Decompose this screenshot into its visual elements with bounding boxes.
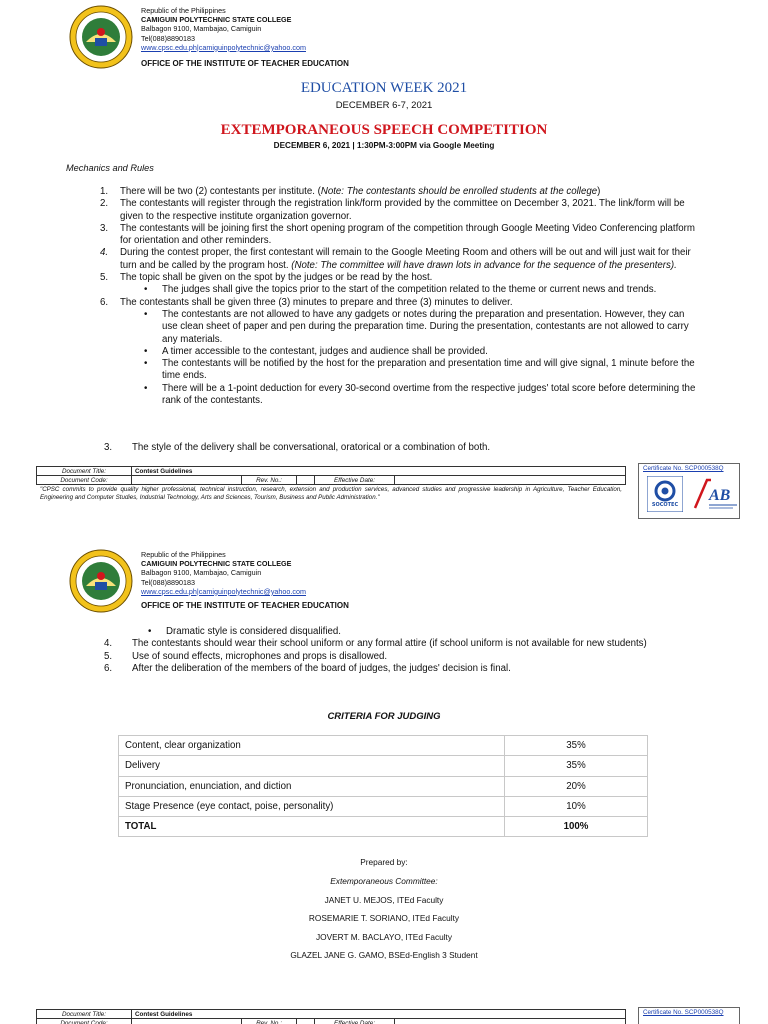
bullet-item: • A timer accessible to the contestant, judges and audience shall be provided. — [144, 345, 488, 357]
competition-title: EXTEMPORANEOUS SPEECH COMPETITION — [220, 122, 548, 138]
header-text: Republic of the Philippines CAMIGUIN POLYTECHNIC STATE COLLEGE Balbagon 9100, Mambajao, Camiguin Tel(088)8890183 www.cpsc.edu.ph|camiguinpolytechnic@yahoo.com — [141, 550, 306, 596]
rule-item: 4. During the contest proper, the first contestant will remain to the Google Meeting Room and others will be out and will just wait for their turn and be called by the program host. (Note: The committee will have drawn lots in advance for the sequence of the presenters). — [100, 247, 691, 271]
certification-box — [638, 463, 740, 519]
bullet-icon: • — [144, 358, 148, 370]
header-text — [141, 6, 306, 52]
page1-footer — [36, 466, 626, 502]
certification-box — [638, 1007, 740, 1024]
rule-item: 2. The contestants will register through the registration link/form provided by the committee on December 3, 2021. The link/form will be given to the respective institute organization governor. — [100, 198, 685, 222]
committee-member: JANET U. MEJOS, ITEd Faculty — [324, 895, 444, 905]
bullet-item: • The contestants are not allowed to have any gadgets or notes during the preparation and presentation. However, they can use clean sheet of paper and pen during the preparation time. During the presentation, contestants are not allowed to carry any materials. — [144, 308, 689, 345]
rule-item: 3. The contestants will be joining first the short opening program of the competition through Google Meeting Video Conferencing platform for orientation and other reminders. — [100, 222, 695, 247]
committee-label: Extemporaneous Committee: — [330, 876, 438, 886]
office-title: OFFICE OF THE INSTITUTE OF TEACHER EDUCATION — [141, 601, 349, 610]
rule-item: 4. The contestants should wear their school uniform or any formal attire (if school uniform is not available for new students) — [104, 638, 647, 650]
commitment-statement: "CPSC commits to provide quality higher professional, technical instruction, research, extension and production services, advanced studies and progressive leadership in Agriculture, Teacher Education, Engineering and Computer Studies, Industrial Technology, Arts and Sciences, Tourism, Business and Public Administration." — [40, 486, 622, 501]
bullet-item: • The contestants will be notified by the host for the preparation and presentation time and will give signal, 1 minute before the time ends. — [144, 358, 695, 382]
rule-item: 5. The topic shall be given on the spot by the judges or be read by the host. — [100, 272, 433, 284]
prepared-by-label: Prepared by: — [360, 857, 408, 867]
college-links[interactable]: www.cpsc.edu.ph|camiguinpolytechnic@yahoo.com — [141, 42, 306, 52]
college-address: Balbagon 9100, Mambajao, Camiguin — [141, 24, 262, 34]
page2-footer — [36, 1009, 626, 1024]
event-title: EDUCATION WEEK 2021 — [300, 80, 468, 96]
competition-schedule: DECEMBER 6, 2021 | 1:30PM-3:00PM via Google Meeting — [273, 141, 495, 150]
bullet-item: • Dramatic style is considered disqualified. — [148, 626, 341, 637]
doc-info-table: Document Title: Contest Guidelines Document Code: Rev. No.: Effective Date: — [36, 1009, 626, 1024]
continued-rules — [104, 626, 674, 675]
criteria-title: CRITERIA FOR JUDGING — [327, 711, 441, 722]
bullet-icon: • — [144, 345, 148, 357]
rule-item: 5. Use of sound effects, microphones and props is disallowed. — [104, 650, 388, 662]
college-tel: Tel(088)8890183 — [141, 33, 195, 43]
doc-info-table: Document Title: Contest Guidelines Document Code: Rev. No.: Effective Date: — [36, 466, 626, 485]
college-links[interactable]: www.cpsc.edu.ph|camiguinpolytechnic@yahoo.com — [141, 586, 306, 596]
table-row: Delivery 35% — [119, 756, 648, 776]
ab-accreditation-logo-icon — [693, 474, 739, 514]
criteria-table — [118, 735, 648, 837]
committee-member: JOVERT M. BACLAYO, ITEd Faculty — [315, 932, 452, 942]
svg-text:AB: AB — [709, 487, 731, 504]
bullet-icon: • — [148, 626, 152, 637]
certificate-number[interactable]: Certificate No. SCP000538Q — [643, 465, 724, 472]
rule-item: 6. After the deliberation of the members of the board of judges, the judges' decision is final. — [104, 662, 511, 674]
certificate-number[interactable]: Certificate No. SCP000538Q — [643, 1009, 724, 1016]
bullet-icon: • — [144, 308, 148, 320]
rule-delivery-style: 3. The style of the delivery shall be conversational, oratorical or a combination of both. — [104, 442, 491, 453]
bullet-item: • There will be a 1-point deduction for every 30-second overtime from the respective judges' total score before determining the rank of the contestants. — [144, 382, 696, 407]
mechanics-label: Mechanics and Rules — [66, 163, 154, 173]
socotec-logo-icon — [647, 476, 683, 512]
rules-list — [100, 186, 698, 407]
page2-header — [0, 548, 768, 623]
republic-text: Republic of the Philippines — [141, 6, 226, 15]
event-date: DECEMBER 6-7, 2021 — [335, 100, 433, 111]
table-row: Pronunciation, enunciation, and diction 20% — [119, 776, 648, 796]
rule-item: 1. There will be two (2) contestants per institute. (Note: The contestants should be enrolled students at the college) — [100, 186, 601, 197]
bullet-icon: • — [144, 284, 148, 296]
table-row: Stage Presence (eye contact, poise, personality) 10% — [119, 796, 648, 816]
rule-item: 6. The contestants shall be given three (3) minutes to prepare and three (3) minutes to deliver. — [100, 296, 513, 308]
office-title: OFFICE OF THE INSTITUTE OF TEACHER EDUCATION — [141, 59, 349, 68]
college-seal-icon — [68, 548, 134, 614]
bullet-item: • The judges shall give the topics prior to the start of the competition related to the theme or current news and trends. — [144, 284, 657, 296]
committee-member: ROSEMARIE T. SORIANO, ITEd Faculty — [308, 913, 460, 923]
table-total-row: TOTAL 100% — [119, 817, 648, 837]
college-name: CAMIGUIN POLYTECHNIC STATE COLLEGE — [141, 15, 292, 25]
table-row: Content, clear organization 35% — [119, 736, 648, 756]
page1-header — [0, 4, 768, 79]
svg-text:SOCOTEC: SOCOTEC — [651, 502, 679, 508]
committee-member: GLAZEL JANE G. GAMO, BSEd-English 3 Student — [290, 950, 478, 960]
rule6-bullets — [144, 309, 698, 407]
college-seal-icon — [68, 4, 134, 70]
rule5-bullets — [144, 284, 698, 296]
bullet-icon: • — [144, 382, 148, 394]
